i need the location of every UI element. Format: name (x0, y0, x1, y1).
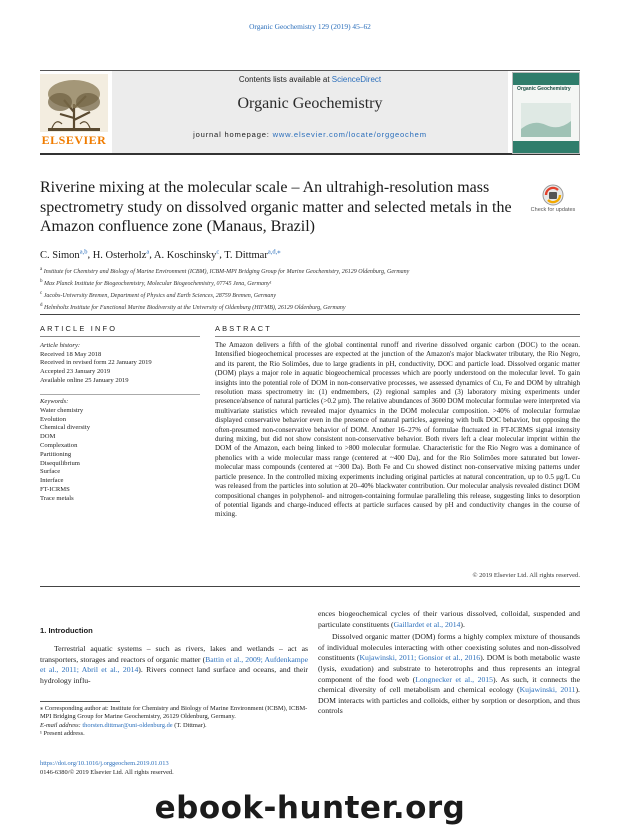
cover-bottom-band (513, 141, 579, 153)
keyword: Trace metals (40, 494, 74, 502)
article-title: Riverine mixing at the molecular scale – An ultrahigh-resolution mass spectrometry study on dissolved organic matter and selected metals in the Amazon confluence zone (Manaus, Brazil) (40, 179, 512, 235)
homepage-prefix: journal homepage: (193, 130, 273, 139)
article-history (40, 342, 205, 386)
check-for-updates-icon[interactable] (532, 183, 574, 227)
affiliation: $^d$ Helmholtz Institute for Functional Marine Biodiversity at the University of Oldenburg (HIFMB), 26129 Oldenburg, Germany (40, 303, 346, 311)
citation-link[interactable]: Kujawinski, 2011 (519, 685, 576, 695)
citation-link[interactable]: Longnecker et al., 2015 (415, 674, 493, 684)
cover-artwork-icon (521, 103, 571, 137)
history-item: Received 18 May 2018 (40, 350, 102, 358)
cover-title: Organic Geochemistry (517, 86, 571, 92)
body-paragraph: ences biogeochemical cycles of their various dissolved, colloidal, suspended and particulate constituents (Gaillardet et al., 2014). (318, 609, 580, 629)
body-right-column (318, 609, 580, 717)
header-rule-bottom (40, 153, 580, 155)
author[interactable]: T. Dittmar$^{a,d,⁎}$ (224, 248, 281, 261)
divider (215, 336, 580, 337)
author[interactable]: C. Simon$^{a,b}$ (40, 248, 88, 261)
footnotes (40, 705, 308, 739)
elsevier-wordmark: ELSEVIER (41, 133, 107, 147)
cover-top-band (513, 73, 579, 85)
history-item: Accepted 23 January 2019 (40, 368, 111, 376)
issn-copyright: 0146-6380/© 2019 Elsevier Ltd. All rights reserved. (40, 769, 174, 776)
journal-cover-thumbnail[interactable] (512, 72, 580, 154)
abstract-copyright: © 2019 Elsevier Ltd. All rights reserved. (472, 572, 580, 579)
body-paragraph: Dissolved organic matter (DOM) forms a highly complex mixture of thousands of individual molecules interacting with other coexisting solutes and non-dissolved constituents (Kujawinski, 2011; Gonsior et al., 2016). DOM is both metabolic waste (lysis, exudation) and substrate to heterotrophs and thus represents an integral component of the food web (Longnecker et al., 2015). As such, it connects the chemical diversity of cell metabolism and chemical ecology (Kujawinski, 2011). DOM interacts with particles and colloids, either by sorption or desorption, and thus controls (318, 632, 580, 716)
affiliation-list (40, 265, 580, 313)
introduction-heading: 1. Introduction (40, 626, 93, 635)
keyword: Disequilibrium (40, 459, 80, 467)
doi-link[interactable]: https://doi.org/10.1016/j.orggeochem.2019.01.013 (40, 760, 169, 767)
keyword: Partitioning (40, 450, 72, 458)
author[interactable]: A. Koschinsky$^c$ (153, 248, 220, 261)
sciencedirect-link[interactable]: ScienceDirect (331, 75, 382, 84)
keyword: Complexation (40, 441, 78, 449)
citation-link[interactable]: Battin et al., 2009; Aufdenkampe et al., 2011; Abril et al., 2014 (40, 654, 309, 675)
keyword: DOM (40, 433, 56, 441)
history-item: Received in revised form 22 January 2019 (40, 359, 152, 367)
watermark: ebook-hunter.org (154, 790, 466, 826)
keyword: Surface (40, 468, 61, 476)
journal-homepage (112, 130, 508, 139)
keyword: Chemical diversity (40, 424, 90, 432)
keyword: Evolution (40, 415, 67, 423)
divider (40, 394, 200, 395)
keywords (40, 398, 205, 504)
affiliation: $^b$ Max Planck Institute for Biogeochemistry, Molecular Biogeochemistry, 07745 Jena, Germany¹ (40, 279, 272, 287)
contents-prefix: Contents lists available at (238, 75, 332, 84)
affiliation: $^a$ Institute for Chemistry and Biology of Marine Environment (ICBM), ICBM-MPI Bridging Group for Marine Geochemistry, 26129 Oldenburg, Germany (40, 267, 410, 275)
email-link[interactable]: thorsten.dittmar@uni-oldenburg.de (82, 721, 173, 729)
journal-citation-link[interactable]: Organic Geochemistry 129 (2019) 45–62 (249, 22, 371, 31)
keyword: Water chemistry (40, 406, 84, 414)
citation-link[interactable]: Kujawinski, 2011; Gonsior et al., 2016 (359, 653, 481, 663)
history-label: Article history: (40, 342, 81, 349)
affiliation: $^c$ Jacobs-University Bremen, Department of Physics and Earth Sciences, 28759 Bremen, Germany (40, 291, 277, 299)
homepage-link[interactable]: www.elsevier.com/locate/orggeochem (272, 130, 427, 139)
history-item: Available online 25 January 2019 (40, 376, 129, 384)
author-list: C. Simon$^{a,b}$, H. Osterholz$^a$, A. Koschinsky$^c$, T. Dittmar$^{a,d,⁎}$ (40, 248, 281, 261)
introduction-paragraph: Terrestrial aquatic systems – such as rivers, lakes and wetlands – act as transporters, storages and reactors of organic matter (Battin et al., 2009; Aufdenkampe et al., 2011; Abril et al., 2014). Rivers connect land surface and oceans, and their hydrology influ- (40, 644, 309, 685)
check-for-updates-label[interactable]: Check for updates (530, 207, 576, 213)
article-info-heading: ARTICLE INFO (40, 324, 118, 333)
footnote-divider (40, 701, 120, 702)
corresponding-author-note: ⁎ Corresponding author at: Institute for Chemistry and Biology of Marine Environment (ICBM), ICBM-MPI Bridging Group for Marine Geochemistry, 26129 Oldenburg, Germany. (40, 705, 308, 721)
author[interactable]: H. Osterholz$^a$ (92, 248, 150, 261)
keyword: Interface (40, 477, 64, 485)
keywords-label: Keywords: (40, 398, 69, 405)
section-divider (40, 314, 580, 315)
abstract-text: The Amazon delivers a fifth of the global continental runoff and riverine dissolved organic carbon (DOC) to the ocean. Intensified biogeochemical processes are expected at the junction of the Amazon's major blackwater tributary, the Rio Negro, and its parent, the Rio Solimões, due to large gradients in pH, conductivity, DOC and particle load. Dissolved organic matter (DOM) plays a major role in aquatic biogeochemical processes which are poorly understood on the molecular level. To gain insights into the potential role of DOM in non-conservative processes, we assessed dynamics of Cu, Fe and DOM by ultrahigh resolution mass spectrometry in: (1) endmembers, (2) regional samples and (3) laboratory mixing experiments under presence/absence of natural particles (>0.2 μm). The relative abundances of 3600 DOM molecular formulae were interpreted via multivariate statistics which revealed major dynamics in the DOM molecular composition. >40% of molecular formulae displayed conservative behavior even in the presence of natural particles, agreeing with bulk DOC behavior, but opposing the often-presumed non-conservative behavior of DOM. Another 16–27% of formulae fluctuated in FT-ICRMS signal intensity during mixing, but did not show consistent non-conservative behavior. Both rivers left a clear molecular imprint within the DOM of the Amazon, each being linked to >800 molecular formulae. Characteristic for the Rio Negro was a dominance of phenolics with a wide molecular mass range (centered at ~400 Da), and for the Rio Solimões more saturated but lower-molecular mass compounds (centered at ~300 Da). Both Fe and Cu showed distinct non-conservative mixing patterns under particle presence. In the controlled mixing experiments including original particles at natural concentration, up to 0.5 μg/L Cu was released from the particles into solution at 20–40% blackwater contribution. Our molecular analysis revealed distinct DOM compositional changes in polyphenol- and nitrogen-containing formulae paralleling this release, suggesting links to desorption of potential ligands and charge-induced effects at particle surfaces caused by pH and conductivity changes in the course of mixing. (215, 341, 580, 519)
contents-line (112, 75, 508, 84)
divider (40, 336, 200, 337)
citation-link[interactable]: Gaillardet et al., 2014 (393, 619, 461, 629)
section-divider (40, 586, 580, 587)
present-address-note: ¹ Present address. (40, 730, 85, 738)
email-note: E-mail address: thorsten.dittmar@uni-oldenburg.de (T. Dittmar). (40, 721, 207, 729)
abstract-heading: ABSTRACT (215, 324, 273, 333)
journal-title: Organic Geochemistry (237, 95, 383, 112)
keyword: FT-ICRMS (40, 485, 70, 493)
